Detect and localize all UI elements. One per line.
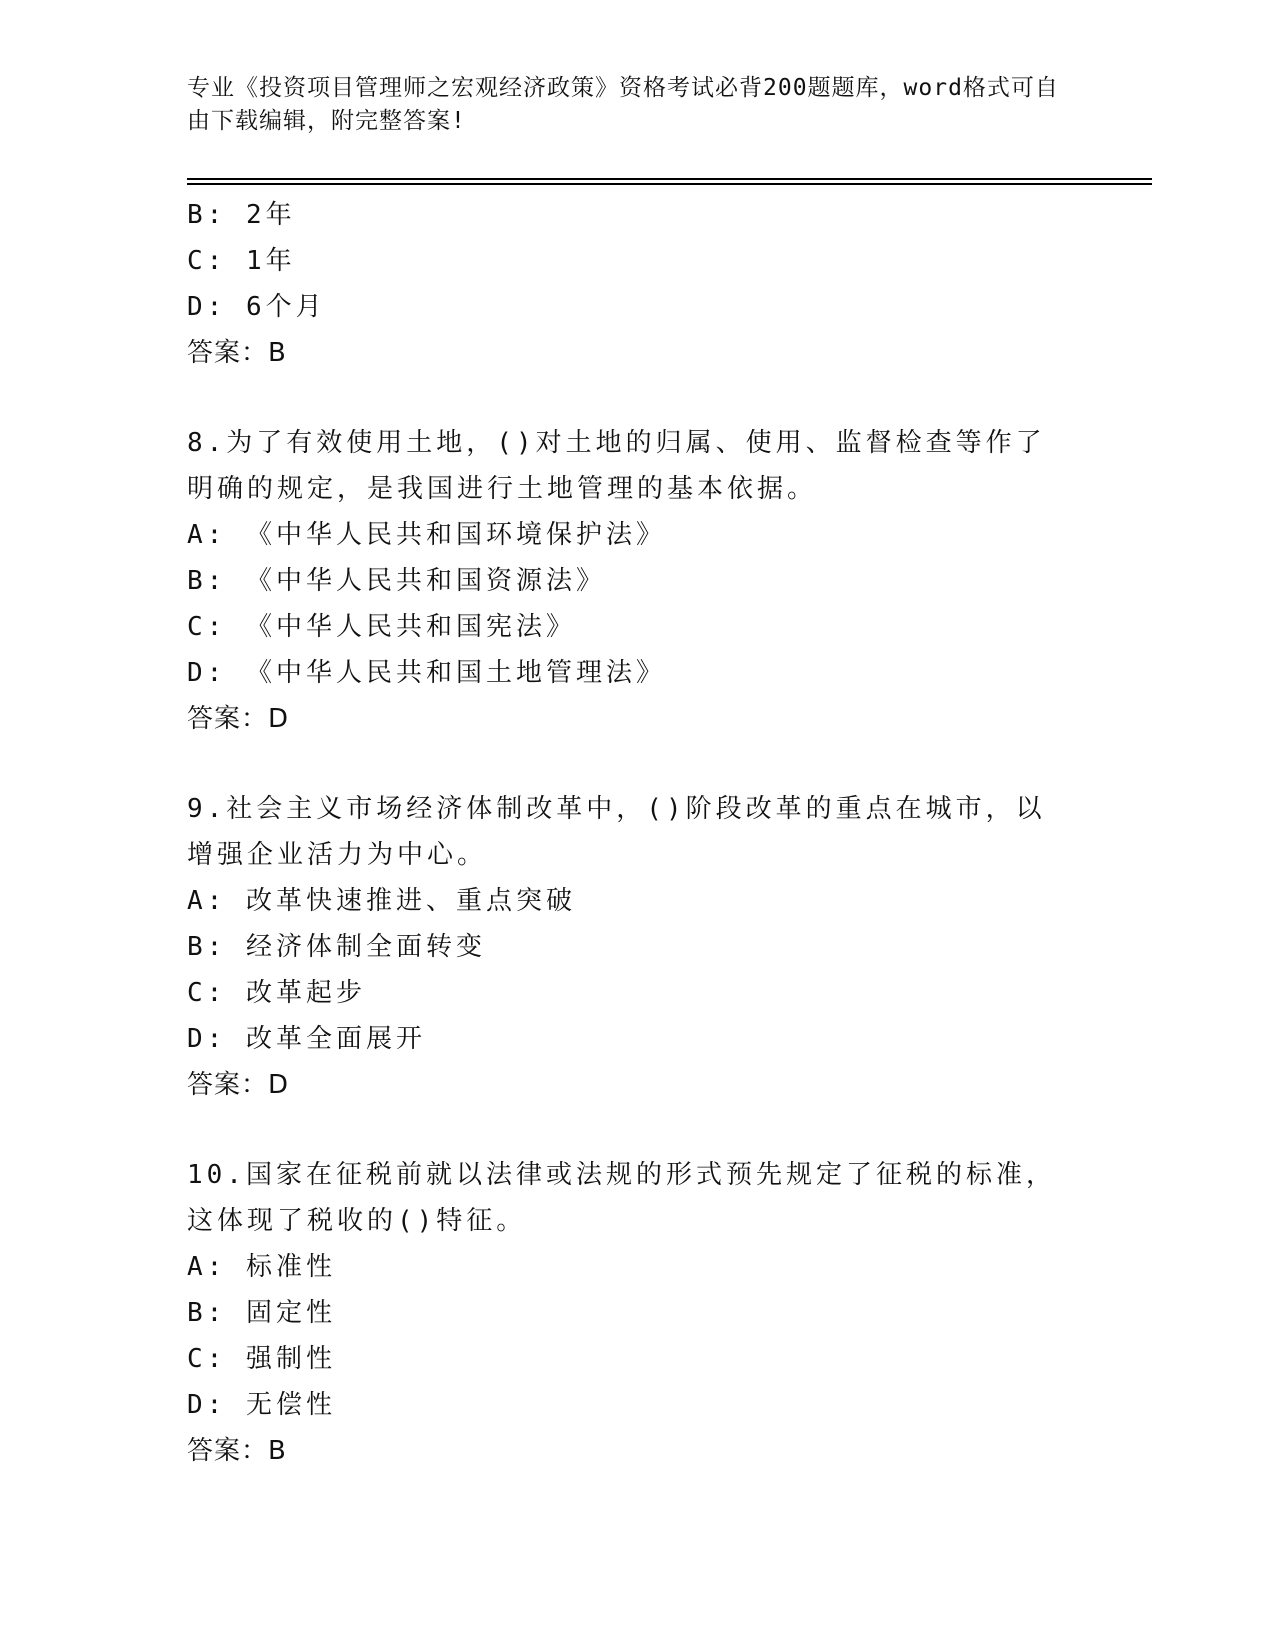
option-c: C: 改革起步	[187, 978, 366, 1008]
option-b: B: 《中华人民共和国资源法》	[187, 566, 606, 596]
question-carryover	[187, 192, 1067, 376]
option-d: D: 6个月	[187, 292, 326, 322]
option-d: D: 无偿性	[187, 1390, 336, 1420]
option-a: A: 改革快速推进、重点突破	[187, 886, 576, 916]
header-divider-top	[187, 178, 1152, 180]
option-b: B: 经济体制全面转变	[187, 932, 486, 962]
answer: 答案：B	[187, 1436, 287, 1466]
option-b: B: 固定性	[187, 1298, 336, 1328]
question-10	[187, 1152, 1067, 1474]
question-stem: 10.国家在征税前就以法律或法规的形式预先规定了征税的标准，这体现了税收的()特征。	[187, 1160, 1056, 1236]
option-c: C: 《中华人民共和国宪法》	[187, 612, 576, 642]
header-divider-bottom	[187, 183, 1152, 185]
question-stem: 9.社会主义市场经济体制改革中，()阶段改革的重点在城市，以增强企业活力为中心。	[187, 794, 1046, 870]
question-stem: 8.为了有效使用土地，()对土地的归属、使用、监督检查等作了明确的规定，是我国进行土地管理的基本依据。	[187, 428, 1046, 504]
answer: 答案：B	[187, 338, 287, 368]
document-header: 专业《投资项目管理师之宏观经济政策》资格考试必背200题题库，word格式可自由下载编辑，附完整答案!	[187, 75, 1059, 134]
question-9	[187, 786, 1067, 1108]
option-c: C: 强制性	[187, 1344, 336, 1374]
option-d: D: 改革全面展开	[187, 1024, 426, 1054]
question-8	[187, 420, 1067, 742]
question-list	[187, 192, 1067, 1474]
option-c: C: 1年	[187, 246, 296, 276]
option-b: B: 2年	[187, 200, 296, 230]
option-d: D: 《中华人民共和国土地管理法》	[187, 658, 666, 688]
option-a: A: 《中华人民共和国环境保护法》	[187, 520, 666, 550]
answer: 答案：D	[187, 704, 290, 734]
answer: 答案：D	[187, 1070, 290, 1100]
option-a: A: 标准性	[187, 1252, 336, 1282]
